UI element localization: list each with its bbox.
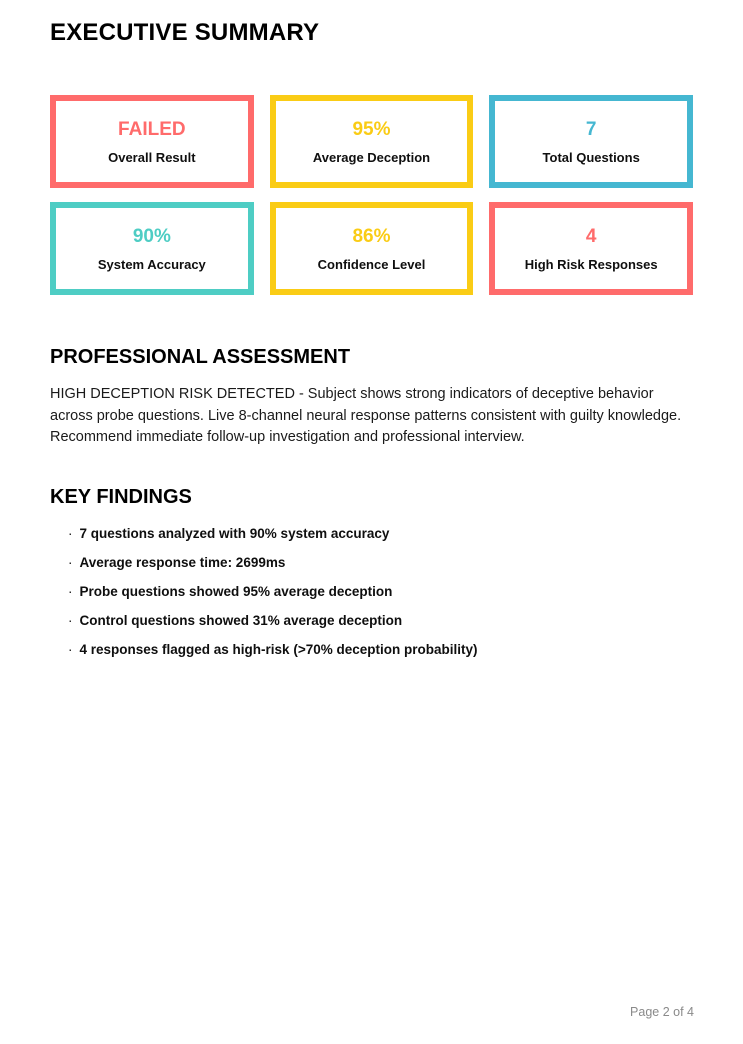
- stat-card: [50, 95, 254, 188]
- finding-text: Probe questions showed 95% average deception: [79, 583, 393, 599]
- finding-list-item: [68, 613, 693, 629]
- bullet-icon: ·: [68, 525, 73, 541]
- bullet-icon: ·: [68, 583, 73, 599]
- finding-list-item: [68, 584, 693, 600]
- finding-text: 7 questions analyzed with 90% system accuracy: [79, 525, 390, 541]
- stat-card-label: High Risk Responses: [524, 256, 658, 272]
- stat-card: [50, 202, 254, 295]
- page-number: Page 2 of 4: [630, 1005, 694, 1019]
- finding-list-item: [68, 555, 693, 571]
- finding-text: Average response time: 2699ms: [79, 554, 286, 570]
- bullet-icon: ·: [68, 554, 73, 570]
- page-title: EXECUTIVE SUMMARY: [50, 19, 320, 46]
- stat-card-value: 90%: [132, 225, 171, 247]
- stat-card-label: Average Deception: [312, 149, 431, 165]
- stat-card-label: System Accuracy: [97, 256, 206, 272]
- finding-list-item: [68, 642, 693, 658]
- stat-cards-grid: [50, 95, 693, 295]
- stat-card: [270, 202, 474, 295]
- bullet-icon: ·: [68, 612, 73, 628]
- stat-card-value: FAILED: [118, 118, 186, 140]
- stat-card-label: Overall Result: [108, 149, 196, 165]
- finding-text: Control questions showed 31% average deception: [79, 612, 403, 628]
- stat-card-value: 7: [585, 118, 597, 140]
- stat-card: [489, 202, 693, 295]
- stat-card-value: 86%: [352, 225, 391, 247]
- stat-card: [489, 95, 693, 188]
- finding-list-item: [68, 526, 693, 542]
- stat-card-label: Confidence Level: [317, 256, 426, 272]
- stat-card-value: 95%: [352, 118, 391, 140]
- bullet-icon: ·: [68, 641, 73, 657]
- stat-card-value: 4: [585, 225, 597, 247]
- assessment-body-text: HIGH DECEPTION RISK DETECTED - Subject shows strong indicators of deceptive behavior across probe questions. Live 8-channel neural response patterns consistent with guilty knowledge. Recommend immediate follow-up investigation and professional interview.: [50, 386, 682, 445]
- assessment-heading: PROFESSIONAL ASSESSMENT: [50, 346, 351, 368]
- findings-list: [50, 526, 693, 658]
- stat-card: [270, 95, 474, 188]
- stat-card-label: Total Questions: [542, 149, 640, 165]
- findings-heading: KEY FINDINGS: [50, 485, 192, 508]
- finding-text: 4 responses flagged as high-risk (>70% deception probability): [79, 641, 478, 657]
